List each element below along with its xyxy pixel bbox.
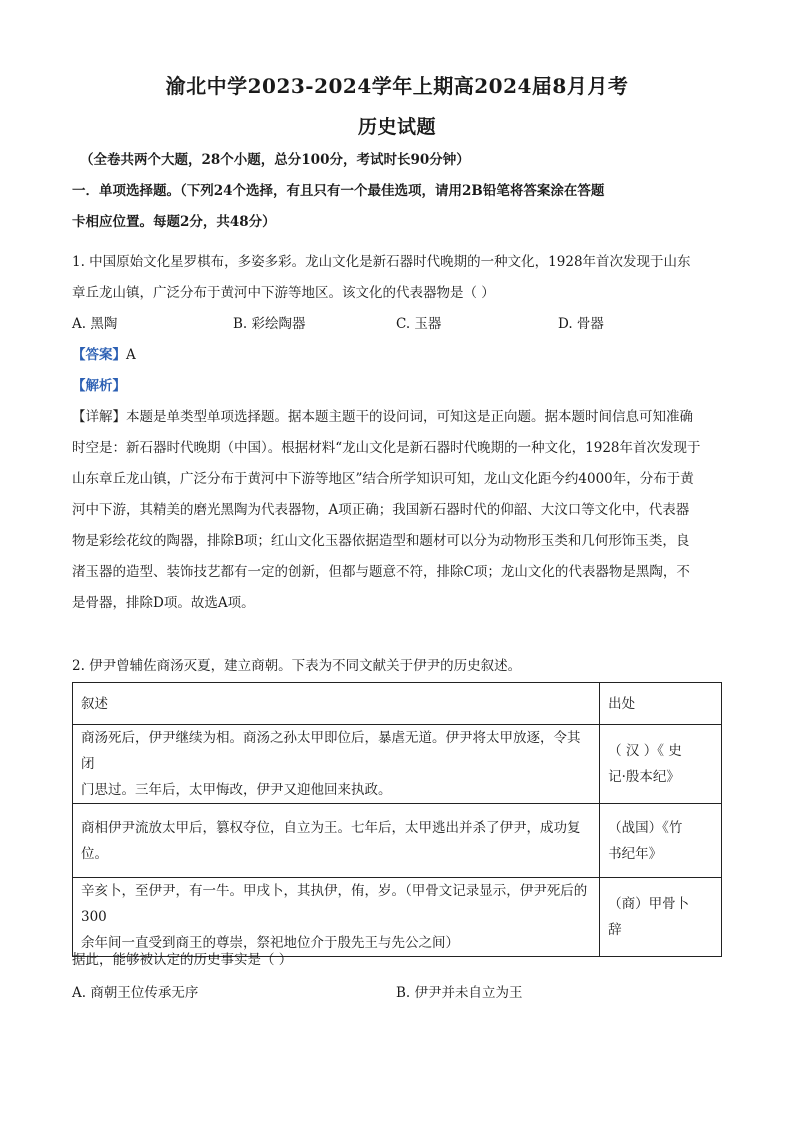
cell-line: 书纪年》 bbox=[608, 845, 663, 862]
cell-line: 余年间一直受到商王的尊崇，祭祀地位介于殷先王与先公之间） bbox=[81, 935, 459, 951]
exam-note: （全卷共两个大题，28个小题，总分100分，考试时长90分钟） bbox=[80, 152, 470, 168]
q1-detail-line: 河中下游，其精美的磨光黑陶为代表器物，A项正确；我国新石器时代的仰韶、大汶口等文化中，代表器 bbox=[72, 502, 690, 518]
section-heading-cont: 卡相应位置。每题2分，共48分） bbox=[72, 214, 276, 230]
section-heading: 一．单项选择题。（下列24个选择，有且只有一个最佳选项，请用2B铅笔将答案涂在答题 bbox=[72, 183, 605, 199]
source-cell bbox=[600, 725, 722, 804]
cell-line: 商汤死后，伊尹继续为相。商汤之孙太甲即位后，暴虐无道。伊尹将太甲放逐，令其闭 bbox=[81, 730, 581, 772]
narration-cell bbox=[73, 804, 600, 878]
q1-detail-line: 山东章丘龙山镇，广泛分布于黄河中下游等地区”结合所学知识可知，龙山文化距今约4000年，分布于黄 bbox=[72, 471, 694, 487]
table-header-row bbox=[73, 683, 722, 725]
exam-title: 渝北中学2023-2024学年上期高2024届8月月考 bbox=[165, 74, 629, 98]
analysis-tag: 【解析】 bbox=[72, 378, 126, 394]
table-row bbox=[73, 878, 722, 957]
table-row bbox=[73, 804, 722, 878]
cell-line: （战国）《竹 bbox=[608, 819, 683, 836]
q2-option-a: A. 商朝王位传承无序 bbox=[72, 985, 199, 1001]
cell-line: 辞 bbox=[608, 922, 622, 938]
table-row bbox=[73, 725, 722, 804]
cell-line: 记·殷本纪》 bbox=[608, 769, 680, 785]
source-cell bbox=[600, 878, 722, 957]
q1-option-a: A. 黑陶 bbox=[72, 316, 118, 332]
q1-detail-line bbox=[72, 407, 722, 427]
q1-option-d: D. 骨器 bbox=[558, 316, 604, 332]
source-table bbox=[72, 682, 722, 957]
cell-line: 商相伊尹流放太甲后，篡权夺位，自立为王。七年后，太甲逃出并杀了伊尹，成功复位。 bbox=[81, 819, 581, 862]
cell-line: 辛亥卜，至伊尹，有一牛。甲戌卜，其执伊，侑，岁。（甲骨文记录显示，伊尹死后的300 bbox=[81, 883, 588, 925]
answer-tag: 【答案】 bbox=[72, 347, 126, 363]
narration-cell bbox=[73, 878, 600, 957]
q1-detail-line: 是骨器，排除D项。故选A项。 bbox=[72, 595, 255, 611]
cell-line: （商）甲骨卜 bbox=[608, 896, 690, 912]
q2-option-b: B. 伊尹并未自立为王 bbox=[396, 985, 523, 1001]
detail-tag: 【详解】 bbox=[72, 409, 126, 425]
answer-value: A bbox=[126, 347, 136, 363]
q1-stem-cont: 章丘龙山镇，广泛分布于黄河中下游等地区。该文化的代表器物是（ ） bbox=[72, 285, 495, 301]
q1-answer bbox=[72, 345, 722, 365]
narration-cell bbox=[73, 725, 600, 804]
cell-line: 门思过。三年后，太甲悔改，伊尹又迎他回来执政。 bbox=[81, 782, 392, 798]
q1-detail-line: 物是彩绘花纹的陶器，排除B项；红山文化玉器依据造型和题材可以分为动物形玉类和几何形饰玉类，良 bbox=[72, 533, 690, 549]
q1-option-c: C. 玉器 bbox=[396, 316, 442, 332]
q2-stem: 2. 伊尹曾辅佐商汤灭夏，建立商朝。下表为不同文献关于伊尹的历史叙述。 bbox=[72, 658, 522, 674]
q1-stem: 1. 中国原始文化星罗棋布，多姿多彩。龙山文化是新石器时代晚期的一种文化，1928年首次发现于山东 bbox=[72, 254, 691, 270]
detail-text: 本题是单类型单项选择题。据本题主题干的设问词，可知这是正向题。据本题时间信息可知准确 bbox=[126, 409, 693, 425]
q1-detail-line: 渚玉器的造型、装饰技艺都有一定的创新，但都与题意不符，排除C项；龙山文化的代表器物是黑陶，不 bbox=[72, 564, 690, 580]
q1-detail-line: 时空是：新石器时代晚期（中国）。根据材料“龙山文化是新石器时代晚期的一种文化，1928年首次发现于 bbox=[72, 440, 701, 456]
cell-line: （ 汉 ）《 史 bbox=[608, 743, 682, 759]
header-source: 出处 bbox=[600, 683, 722, 725]
q1-analysis-heading bbox=[72, 376, 722, 396]
header-narration: 叙述 bbox=[73, 683, 600, 725]
subject-title: 历史试题 bbox=[357, 116, 436, 138]
q2-prompt: 据此，能够被认定的历史事实是（ ） bbox=[72, 952, 293, 968]
q1-option-b: B. 彩绘陶器 bbox=[233, 316, 306, 332]
source-cell bbox=[600, 804, 722, 878]
